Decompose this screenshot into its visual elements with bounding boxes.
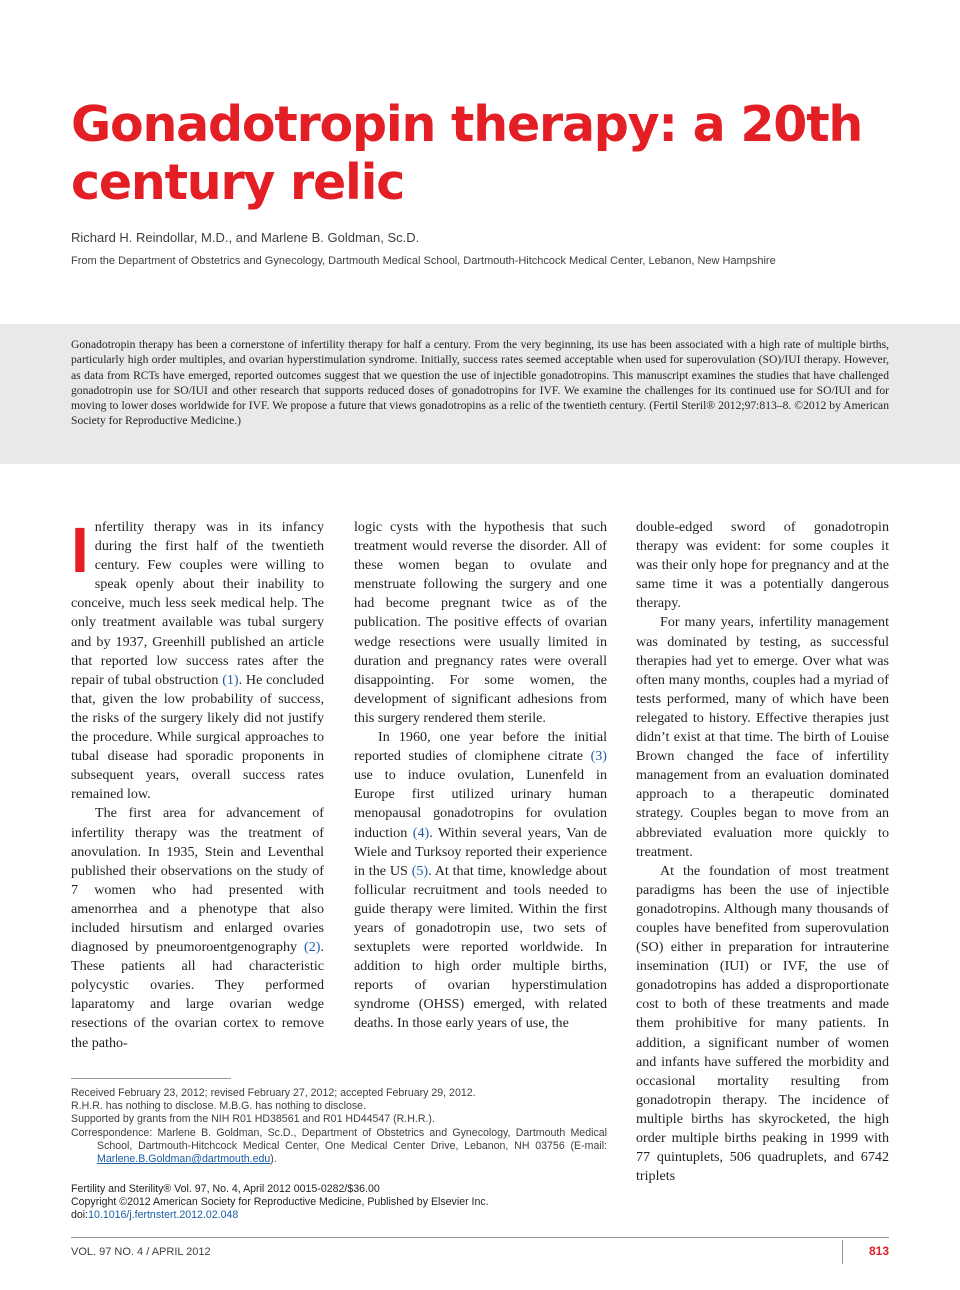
author-affiliation: From the Department of Obstetrics and Gynecology, Dartmouth Medical School, Dartmouth-Hitchcock Medical Center, Lebanon, New Hampshire [71, 255, 776, 267]
paragraph: The first area for advancement of infertility therapy was the treatment of anovulation. In 1935, Stein and Leventhal published their observations on the study of 7 women who had presented with amenorrhea and a phenotype that also included hirsutism and enlarged ovaries diagnosed by pneumoroentgenography (2). These patients all had characteristic polycystic ovaries. They performed laparatomy and large ovarian wedge resections of the ovarian cortex to remove the patho- [71, 805, 324, 1051]
paragraph: Infertility therapy was in its infancy during the first half of the twentieth century. Few couples were willing to speak openly about their inability to conceive, much less seek medical help. The only treatment available was tubal surgery and by 1937, Greenhill published an article that reported low success rates after the repair of tubal obstruction (1). He concluded that, given the low probability of success, the risks of the surgery likely did not justify the procedure. While surgical approaches to tubal disease had sporadic proponents in subsequent years, overall success rates remained low. [71, 514, 324, 803]
page-number: 813 [868, 1244, 889, 1258]
abstract-text: Gonadotropin therapy has been a cornerstone of infertility therapy for half a century. From the very beginning, its use has been associated with a high rate of multiple births, particularly high order multiples, and ovarian hyperstimulation syndrome. Initially, success rates seemed acceptable when used for superovulation (SO)/IUI therapy. However, as data from RCTs have emerged, reported outcomes suggest that we question the use of injectible gonadotropins. This manuscript examines the studies that have challenged gonadotropin use for SO/IUI and other research that supports reduced doses of gonadotropins for IVF. We examine the challenges for its continued use for SO/IUI and for moving to lower doses worldwide for IVF. We propose a future that views gonadotropins as a relic of the twentieth century. (Fertil Steril® 2012;97:813–8. ©2012 by American Society for Reproductive Medicine.) [71, 338, 889, 428]
footer-divider [71, 1237, 889, 1238]
funding-note: Supported by grants from the NIH R01 HD38561 and R01 HD44547 (R.H.R.). [71, 1113, 435, 1126]
author-list: Richard H. Reindollar, M.D., and Marlene B. Goldman, Sc.D. [71, 230, 420, 245]
footnotes [71, 1087, 607, 1166]
journal-citation: Fertility and Sterility® Vol. 97, No. 4, April 2012 0015-0282/$36.00 [71, 1183, 380, 1195]
abstract-box [0, 324, 960, 464]
paragraph: For many years, infertility management was dominated by testing, as successful therapies had yet to emerge. Over what was often many months, couples had a myriad of tests performed, many of which have been relegated to history. Effective therapies just didn’t exist at that time. The birth of Louise Brown changed the face of infertility management from an evaluation dominated approach to a therapeutic dominated strategy. Couples began to move from an abbreviated evaluation more quickly to treatment. [636, 614, 889, 860]
disclosure-note: R.H.R. has nothing to disclose. M.B.G. has nothing to disclose. [71, 1100, 367, 1113]
citation-link[interactable]: (5) [411, 862, 429, 879]
citation-link[interactable]: (1) [222, 671, 239, 688]
correspondence-email-link[interactable]: Marlene.B.Goldman@dartmouth.edu [97, 1153, 271, 1166]
paragraph: At the foundation of most treatment paradigms has been the use of injectible gonadotropins. Although many thousands of couples have benefited from superovulation (SO) either in preparation for intrauterine insemination (IUI) or IVF, the use of gonadotropins has added a disproportionate cost to both of these treatments and made them prohibitive for many patients. In addition, a significant number of women and infants have suffered the morbidity and occasional mortality resulting from gonadotropin therapy. The incidence of multiple births has skyrocketed, the high order multiple births peaking in 1999 with 77 quintuplets, 506 quadruplets, and 6742 triplets [636, 862, 889, 1185]
body-column-1 [71, 514, 324, 1053]
citation-link[interactable]: (3) [590, 748, 607, 765]
footnote-divider [71, 1078, 231, 1079]
citation-link[interactable]: (4) [412, 824, 430, 841]
article-title: Gonadotropin therapy: a 20th century relic [71, 96, 863, 211]
paragraph: logic cysts with the hypothesis that such treatment would reverse the disorder. All of these women began to ovulate and menstruate following the surgery and one had become pregnant twice as of the publication. The positive effects of ovarian wedge resections were usually limited in duration and pregnancy rates were overall disappointing. For some women, the development of significant adhesions from this surgery rendered them sterile. [354, 519, 607, 726]
issue-info: VOL. 97 NO. 4 / APRIL 2012 [71, 1246, 211, 1258]
body-column-2 [354, 518, 607, 1034]
received-dates: Received February 23, 2012; revised February 27, 2012; accepted February 29, 2012. [71, 1087, 476, 1099]
citation-link[interactable]: (2) [304, 939, 321, 956]
doi-line: doi:10.1016/j.fertnstert.2012.02.048 [71, 1209, 239, 1222]
publication-info [71, 1183, 607, 1223]
correspondence-note: Correspondence: Marlene B. Goldman, Sc.D., Department of Obstetrics and Gynecology, Dartmouth Medical School, Dartmouth-Hitchcock Medical Center, One Medical Center Drive, Lebanon, NH 03756 (E-mail: Marlene.B.Goldman@dartmouth.edu). [71, 1126, 607, 1166]
paragraph: In 1960, one year before the initial reported studies of clomiphene citrate (3) use to induce ovulation, Lunenfeld in Europe first utilized urinary human menopausal gonadotropins for ovulation induction (4). Within several years, Van de Wiele and Turksoy reported their experience in the US (5). At that time, knowledge about follicular recruitment and tools needed to guide therapy were limited. Within the first years of gonadotropin use, two sets of sextuplets were reported worldwide. In addition to high order multiple births, reports of ovarian hyperstimulation syndrome (OHSS) emerged, with related deaths. In those early years of use, the [354, 729, 607, 1032]
footer-separator [842, 1240, 843, 1264]
paragraph: double-edged sword of gonadotropin therapy was evident: for some couples it was their only hope for pregnancy and at the same time it was a potentially dangerous therapy. [636, 519, 889, 612]
doi-link[interactable]: 10.1016/j.fertnstert.2012.02.048 [88, 1209, 239, 1222]
drop-cap: I [71, 514, 89, 586]
copyright-line: Copyright ©2012 American Society for Reproductive Medicine, Published by Elsevier Inc. [71, 1196, 489, 1209]
body-column-3 [636, 518, 889, 1186]
